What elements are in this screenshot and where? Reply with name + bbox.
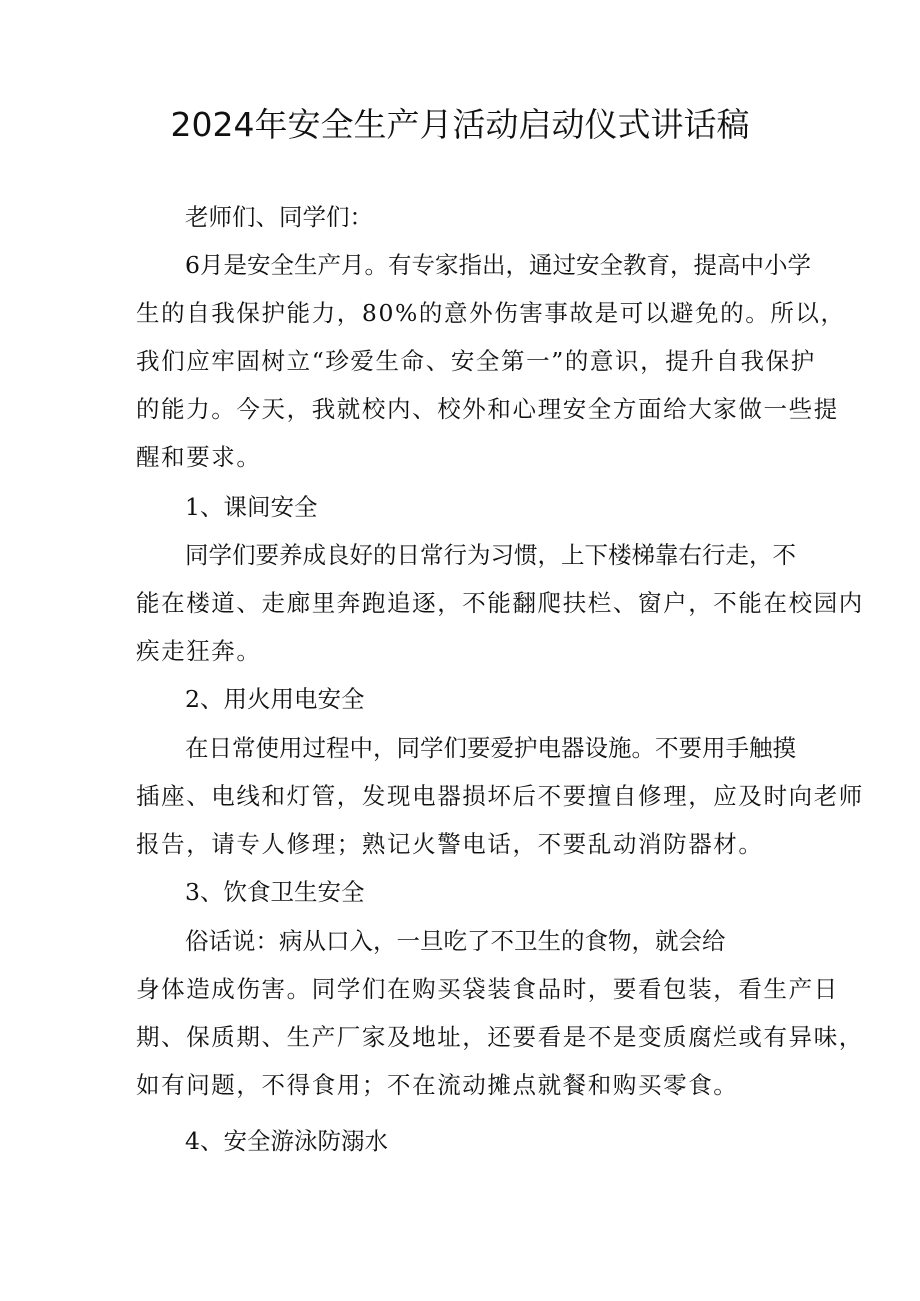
paragraph-line: 报告，请专人修理；熟记火警电话，不要乱动消防器材。 xyxy=(136,830,764,858)
paragraph-line: 俗话说：病从口入，一旦吃了不卫生的食物，就会给 xyxy=(185,927,726,955)
paragraph-line: 生的自我保护能力，80%的意外伤害事故是可以避免的。所以， xyxy=(136,299,846,327)
section-heading: 4、安全游泳防溺水 xyxy=(185,1127,388,1155)
paragraph-line: 插座、电线和灯管，发现电器损坏后不要擅自修理，应及时向老师 xyxy=(136,782,864,810)
paragraph-line: 期、保质期、生产厂家及地址，还要看是不是变质腐烂或有异味， xyxy=(136,1023,864,1051)
document-title: 2024年安全生产月活动启动仪式讲话稿 xyxy=(170,105,750,144)
paragraph-line: 在日常使用过程中，同学们要爱护电器设施。不要用手触摸 xyxy=(185,734,796,762)
paragraph-line: 的能力。今天，我就校内、校外和心理安全方面给大家做一些提 xyxy=(136,395,839,423)
section-heading: 3、饮食卫生安全 xyxy=(185,878,365,906)
salutation: 老师们、同学们： xyxy=(185,203,373,231)
paragraph-line: 醒和要求。 xyxy=(136,443,262,471)
section-heading: 1、课间安全 xyxy=(185,493,318,521)
section-heading: 2、用火用电安全 xyxy=(185,685,365,713)
paragraph-line: 能在楼道、走廊里奔跑追逐，不能翻爬扶栏、窗户，不能在校园内 xyxy=(136,589,864,617)
paragraph-line: 6月是安全生产月。有专家指出，通过安全教育，提高中小学 xyxy=(185,251,811,279)
paragraph-line: 身体造成伤害。同学们在购买袋装食品时，要看包装，看生产日 xyxy=(136,975,839,1003)
paragraph-line: 我们应牢固树立“珍爱生命、安全第一”的意识，提升自我保护 xyxy=(136,347,816,375)
paragraph-line: 同学们要养成良好的日常行为习惯，上下楼梯靠右行走，不 xyxy=(185,541,796,569)
paragraph-line: 如有问题，不得食用；不在流动摊点就餐和购买零食。 xyxy=(136,1071,739,1099)
paragraph-line: 疾走狂奔。 xyxy=(136,637,262,665)
